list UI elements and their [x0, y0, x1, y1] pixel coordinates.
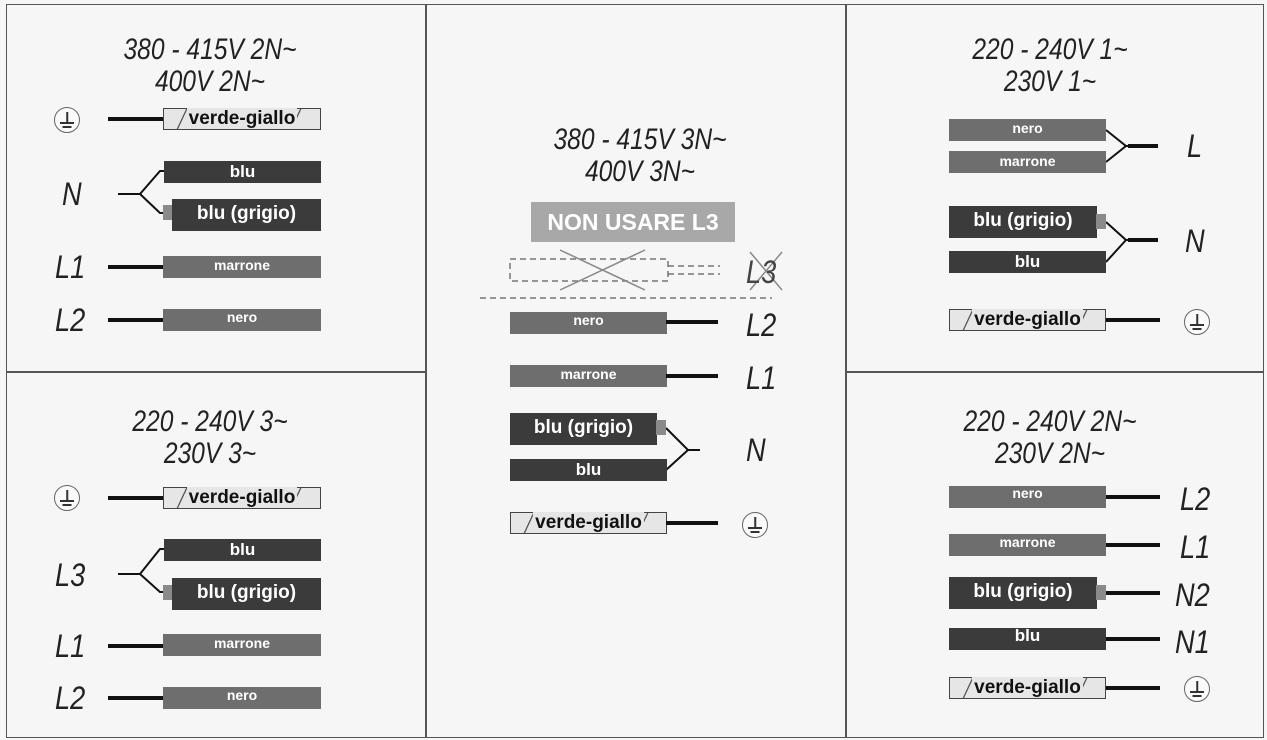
- wire-brown: marrone: [949, 534, 1106, 556]
- terminal-label-l1: L1: [1180, 529, 1211, 565]
- wire-blue-grey: blu (grigio): [510, 413, 657, 445]
- wire-blue-grey: blu (grigio): [172, 199, 321, 231]
- terminal-label-n: N: [62, 176, 82, 212]
- wire-lead: [108, 117, 164, 121]
- panel-center-title-1: 380 - 415V 3N~: [553, 123, 727, 156]
- ground-icon: [54, 485, 80, 511]
- wire-label: verde-giallo: [535, 512, 642, 533]
- terminal-label-l1: L1: [55, 249, 86, 285]
- ground-icon: [54, 107, 80, 133]
- wire-blue: blu: [949, 628, 1106, 650]
- wire-lead: [1106, 591, 1160, 595]
- wire-blue-grey: blu (grigio): [172, 578, 321, 610]
- terminal-label-n2: N2: [1175, 577, 1210, 613]
- wire-brown: marrone: [163, 256, 321, 278]
- wire-blue: blu: [164, 539, 321, 561]
- wire-lead: [108, 318, 164, 322]
- panel-top-left-title-2: 400V 2N~: [154, 65, 266, 98]
- wire-lead: [1106, 637, 1160, 641]
- wire-yellow-green: [949, 309, 1106, 331]
- panel-bottom-left-title-1: 220 - 240V 3~: [132, 405, 288, 438]
- terminal-label-n: N: [1185, 223, 1205, 259]
- terminal-label-n1: N1: [1175, 624, 1210, 660]
- wire-brown: marrone: [510, 365, 667, 387]
- wire-lead: [1106, 543, 1160, 547]
- ground-icon: [1184, 676, 1210, 702]
- wire-lead: [108, 265, 164, 269]
- ground-icon: [1184, 309, 1210, 335]
- wire-black: nero: [163, 687, 321, 709]
- wire-blue-grey: blu (grigio): [949, 206, 1097, 238]
- terminal-label-l1: L1: [55, 628, 86, 664]
- wire-lead: [1128, 238, 1158, 242]
- terminal-label-l: L: [1187, 128, 1203, 164]
- ground-icon: [742, 512, 768, 538]
- wire-lead: [108, 644, 164, 648]
- wire-brown: marrone: [163, 634, 321, 656]
- wire-blue-grey: blu (grigio): [949, 577, 1097, 609]
- wire-tip: [1096, 214, 1106, 229]
- wire-lead: [108, 496, 164, 500]
- panel-top-left-title-1: 380 - 415V 2N~: [123, 33, 297, 66]
- terminal-label-l3-crossed: L3: [746, 254, 777, 290]
- panel-bottom-right-title-1: 220 - 240V 2N~: [963, 405, 1137, 438]
- terminal-label-l2: L2: [1180, 481, 1211, 517]
- wire-label: verde-giallo: [188, 108, 296, 129]
- wire-label: verde-giallo: [974, 309, 1081, 330]
- wire-lead: [1106, 318, 1160, 322]
- warning-box: NON USARE L3: [531, 202, 735, 242]
- wire-label: verde-giallo: [974, 677, 1081, 698]
- wire-blue: blu: [510, 459, 667, 481]
- wire-tip: [1096, 585, 1106, 600]
- wire-label: verde-giallo: [188, 487, 296, 508]
- panel-top-right-title-1: 220 - 240V 1~: [972, 33, 1128, 66]
- terminal-label-l3: L3: [55, 557, 86, 593]
- terminal-label-l2: L2: [746, 307, 777, 343]
- terminal-label-n: N: [746, 432, 766, 468]
- wire-yellow-green: [163, 108, 321, 130]
- wire-black: nero: [510, 312, 667, 334]
- wire-black: nero: [949, 119, 1106, 141]
- terminal-label-l2: L2: [55, 302, 86, 338]
- wire-tip: [656, 420, 666, 435]
- wire-yellow-green: [949, 677, 1106, 699]
- panel-top-right-title-2: 230V 1~: [1003, 65, 1097, 98]
- wire-blue: blu: [164, 161, 321, 183]
- wire-black: nero: [949, 486, 1106, 508]
- wire-yellow-green: [163, 487, 321, 509]
- terminal-label-l2: L2: [55, 680, 86, 716]
- wire-lead: [1106, 495, 1160, 499]
- wire-lead: [666, 521, 718, 525]
- wire-yellow-green: [510, 512, 667, 534]
- wire-lead: [1128, 144, 1158, 148]
- wire-brown: marrone: [949, 151, 1106, 173]
- wire-blue: blu: [949, 251, 1106, 273]
- wire-lead: [108, 696, 164, 700]
- panel-bottom-right-title-2: 230V 2N~: [994, 437, 1106, 470]
- wire-black: nero: [163, 309, 321, 331]
- terminal-label-l1: L1: [746, 360, 777, 396]
- wire-lead: [666, 320, 718, 324]
- panel-center-title-2: 400V 3N~: [584, 155, 696, 188]
- panel-bottom-left-title-2: 230V 3~: [163, 437, 257, 470]
- wire-lead: [1106, 686, 1160, 690]
- wire-lead: [666, 374, 718, 378]
